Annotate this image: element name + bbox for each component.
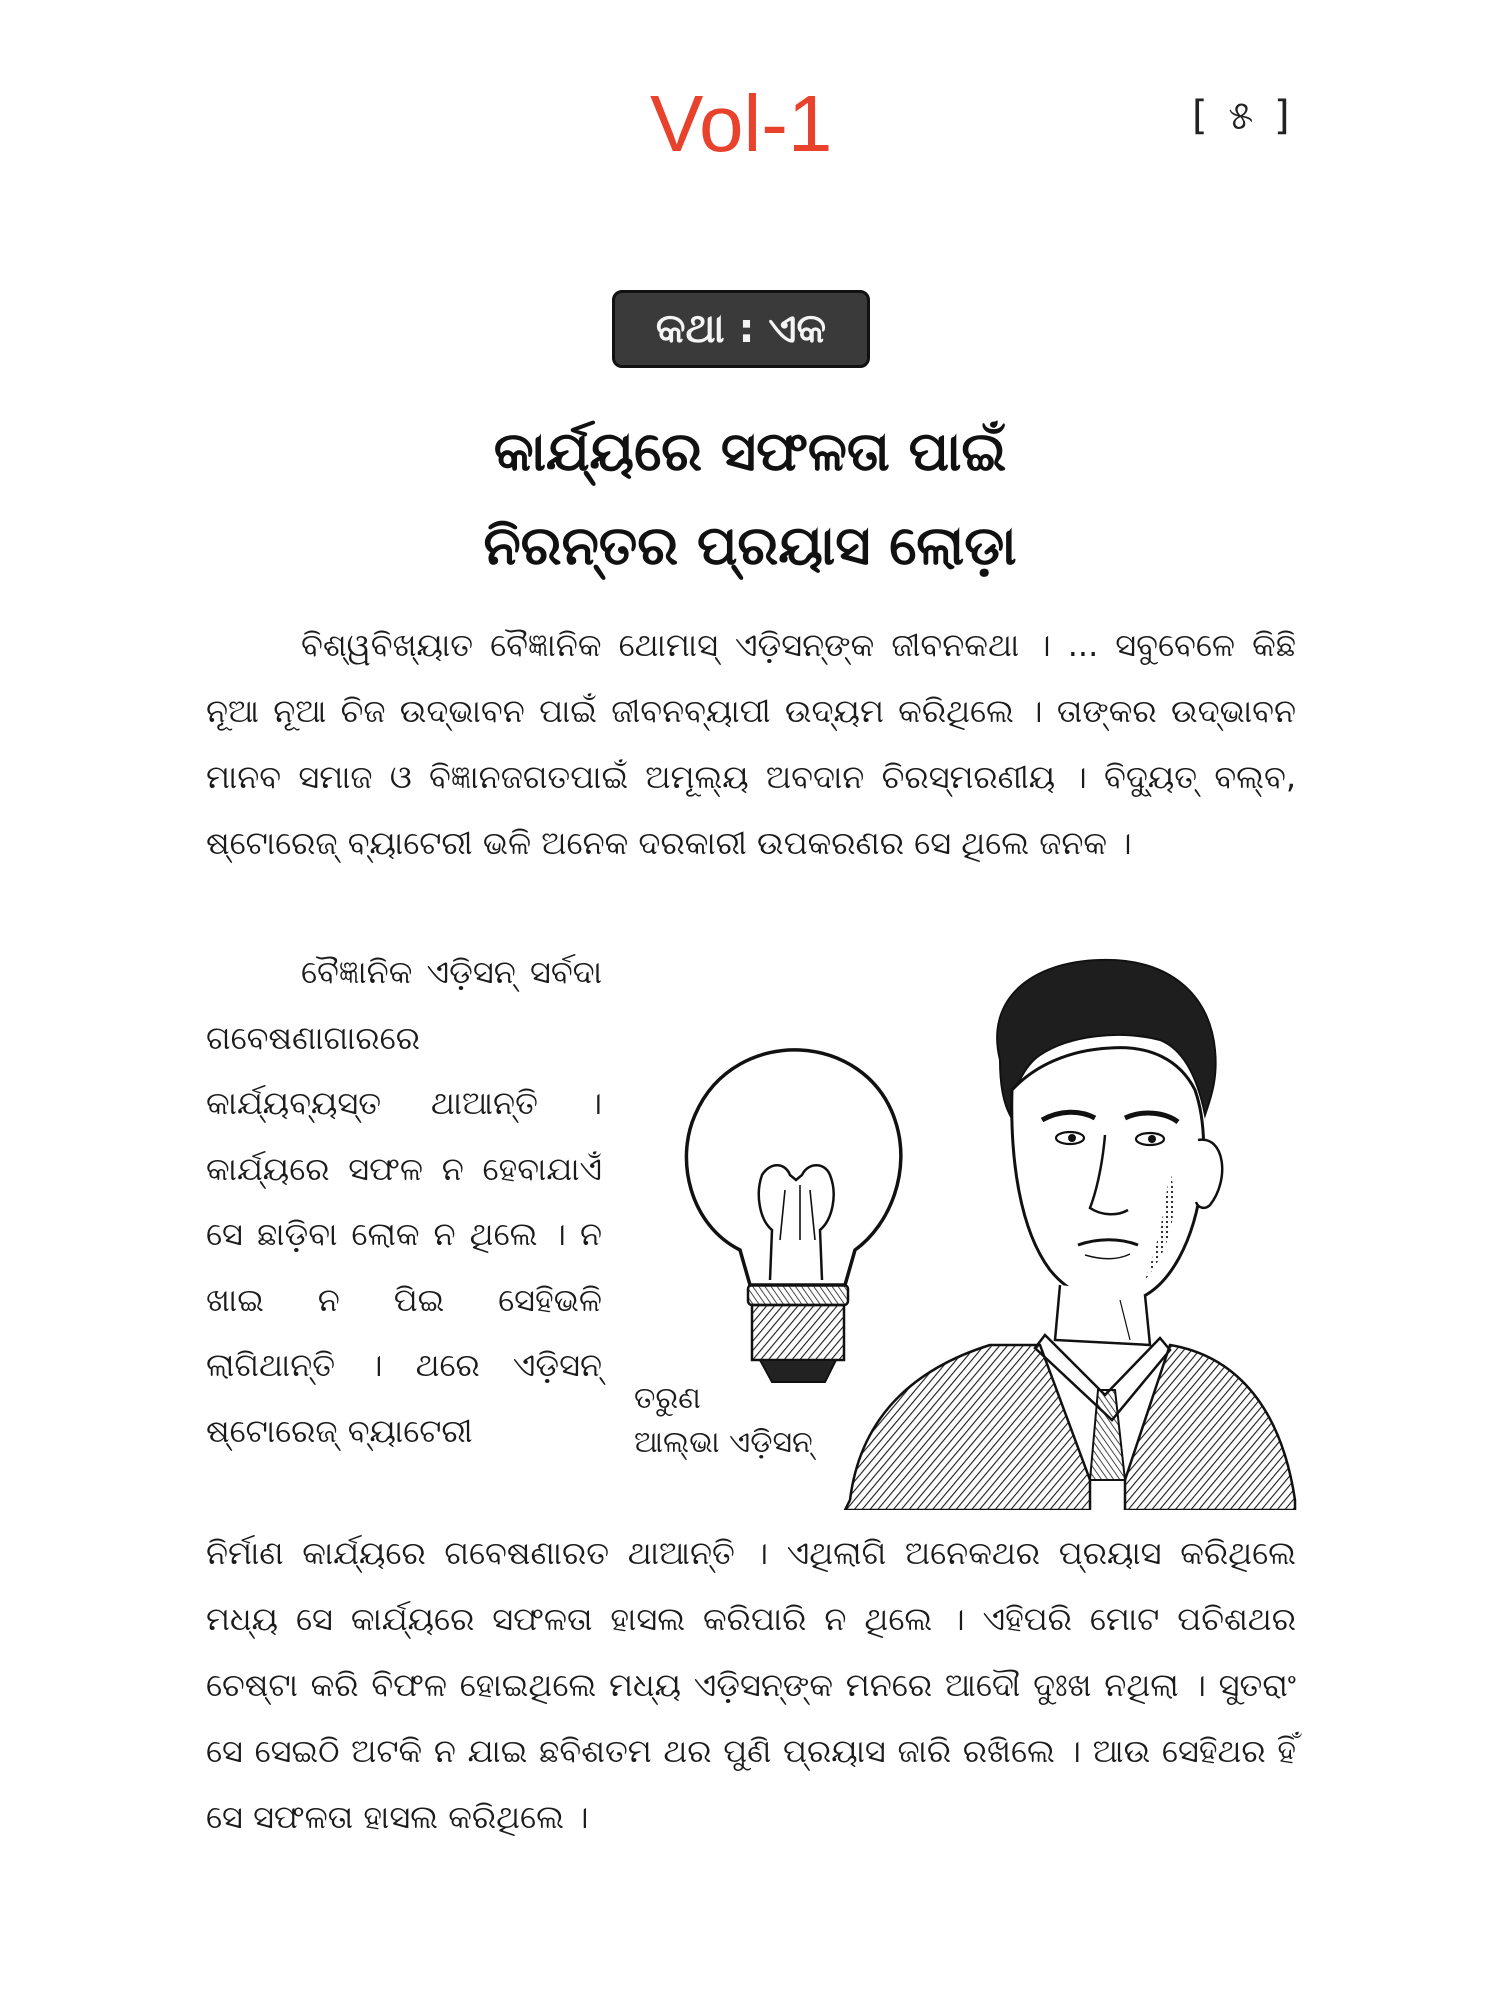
page-number: [ ୫ ] [1192,93,1294,139]
story-title [300,405,1200,593]
story-title-line-1: କାର୍ଯ୍ୟରେ ସଫଳତା ପାଇଁ [493,420,1007,483]
paragraph-intro: ବିଶ୍ୱବିଖ୍ୟାତ ବୈଜ୍ଞାନିକ ଥୋମାସ୍ ଏଡ଼ିସନ୍‌ଙ୍କ ଜୀବନକଥା । ... ସବୁବେଳେ କିଛି ନୂଆ ନୂଆ ଚିଜ ଉଦ୍ଭାବନ ପାଇଁ ଜୀବନବ୍ୟାପୀ ଉଦ୍ୟମ କରିଥିଲେ । ତାଙ୍କର ଉଦ୍ଭାବନ ମାନବ ସମାଜ ଓ ବିଜ୍ଞାନଜଗତପାଇଁ ଅମୂଲ୍ୟ ଅବଦାନ ଚିରସ୍ମରଣୀୟ । ବିଦ୍ୟୁତ୍ ବଲ୍‌ବ, ଷ୍ଟୋରେଜ୍ ବ୍ୟାଟେରୀ ଭଳି ଅନେକ ଦରକାରୀ ଉପକରଣର ସେ ଥିଲେ ଜନକ । [206,626,1296,862]
caption-line-1: ତରୁଣ [634,1381,701,1416]
story-number-badge: କଥା : ଏକ [612,290,870,368]
caption-line-2: ଆଲ୍‌ଭା ଏଡ଼ିସନ୍ [634,1425,813,1460]
illustration-caption [634,1378,813,1464]
volume-label: Vol-1 [650,79,833,168]
paragraph-battery-success: ନିର୍ମାଣ କାର୍ଯ୍ୟରେ ଗବେଷଣାରତ ଥାଆନ୍ତି । ଏଥିଲାଗି ଅନେକଥର ପ୍ରୟାସ କରିଥିଲେ ମଧ୍ୟ ସେ କାର୍ଯ୍ୟରେ ସଫଳତା ହାସଲ କରିପାରି ନ ଥିଲେ । ଏହିପରି ମୋଟ ପଚିଶଥର ଚେଷ୍ଟା କରି ବିଫଳ ହୋଇଥିଲେ ମଧ୍ୟ ଏଡ଼ିସନ୍‌ଙ୍କ ମନରେ ଆଦୌ ଦୁଃଖ ନଥିଲା । ସୁତରାଂ ସେ ସେଇଠି ଅଟକି ନ ଯାଇ ଛବିଶତମ ଥର ପୁଣି ପ୍ରୟାସ ଜାରି ରଖିଲେ । ଆଉ ସେହିଥର ହିଁ ସେ ସଫଳତା ହାସଲ କରିଥିଲେ । [206,1534,1296,1836]
portrait-drawing [845,960,1295,1510]
paragraph-edison-lab: ବୈଜ୍ଞାନିକ ଏଡ଼ିସନ୍ ସର୍ବଦା ଗବେଷଣାଗାରରେ କାର୍ଯ୍ୟବ୍ୟସ୍ତ ଥାଆନ୍ତି । କାର୍ଯ୍ୟରେ ସଫଳ ନ ହେବାଯାଏଁ ସେ ଛାଡ଼ିବା ଲୋକ ନ ଥିଲେ । ନ ଖାଇ ନ ପିଇ ସେହିଭଳି ଲାଗିଥାନ୍ତି । ଥରେ ଏଡ଼ିସନ୍ ଷ୍ଟୋରେଜ୍ ବ୍ୟାଟେରୀ [206,953,602,1450]
story-title-line-2: ନିରନ୍ତର ପ୍ରୟାସ ଲୋଡ଼ା [483,514,1017,577]
light-bulb-icon [686,1050,900,1382]
